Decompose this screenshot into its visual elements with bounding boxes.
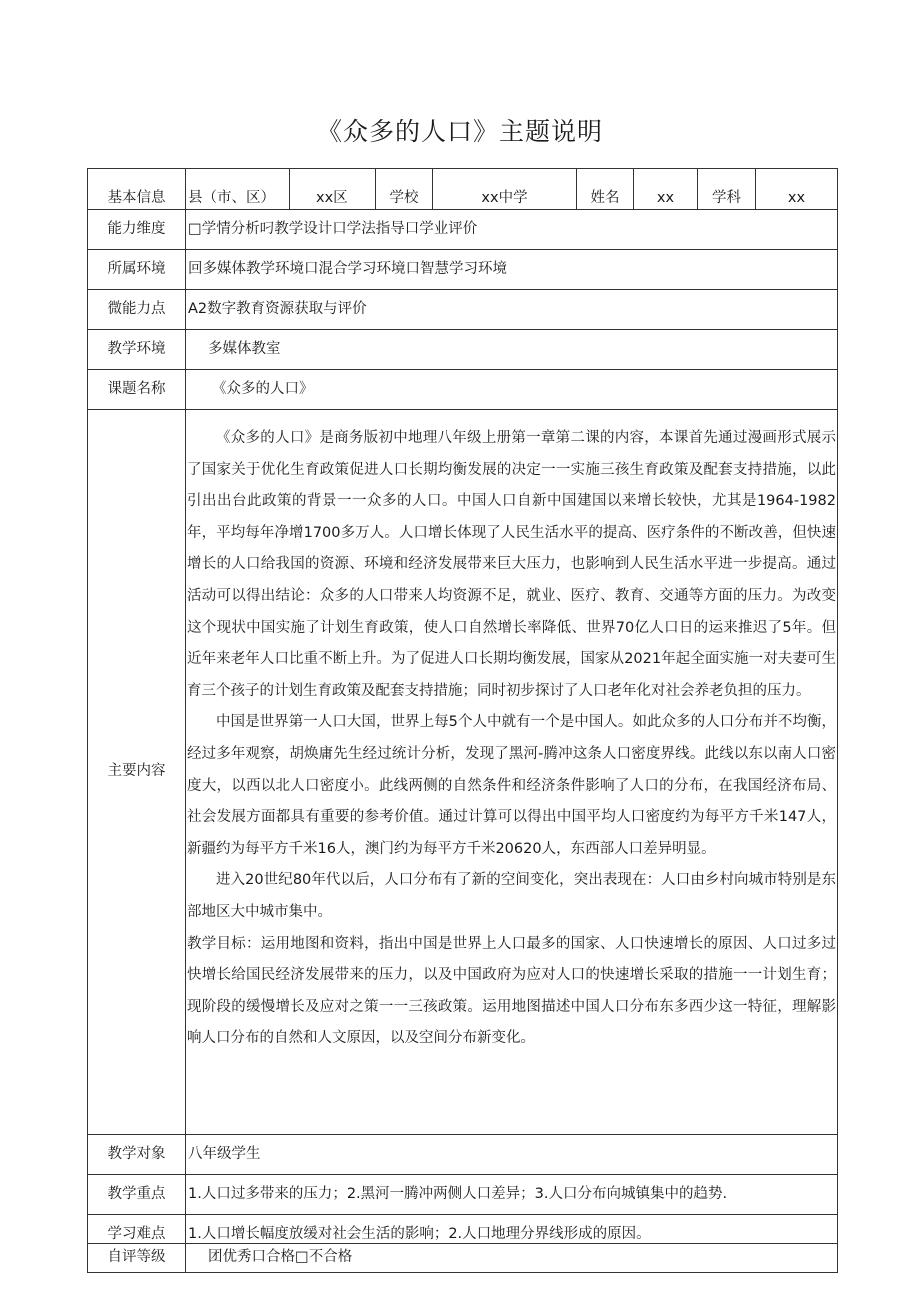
basic-info-label: 基本信息	[88, 169, 186, 210]
school-label: 学校	[376, 169, 433, 210]
content-paragraph: 进入20世纪80年代以后，人口分布有了新的空间变化，突出表现在：人口由乡村向城市特别是东部地区大中城市集中。	[187, 872, 836, 920]
basic-info-row	[88, 169, 838, 210]
key-points-value: 1.人口过多带来的压力；2.黑河一腾冲两侧人口差异；3.人口分布向城镇集中的趋势.	[186, 1175, 838, 1215]
info-table	[87, 168, 838, 1273]
name-label: 姓名	[577, 169, 634, 210]
teaching-env-label: 教学环境	[88, 330, 186, 370]
micro-ability-label: 微能力点	[88, 290, 186, 330]
difficulties-value: 1.人口增长幅度放缓对社会生活的影响；2.人口地理分界线形成的原因。	[186, 1215, 838, 1244]
name-value: xx	[634, 169, 698, 210]
teaching-goal-paragraph: 教学目标：运用地图和资料，指出中国是世界上人口最多的国家、人口快速增长的原因、人口过多过快增长给国民经济发展带来的压力，以及中国政府为应对人口的快速增长采取的措施一一计划生育；现阶段的缓慢增长及应对之策一一三孩政策。运用地图描述中国人口分布东多西少这一特征，理解影响人口分布的自然和人文原因，以及空间分布新变化。	[187, 935, 836, 1047]
topic-value: 《众多的人口》	[186, 370, 838, 410]
main-content-label: 主要内容	[88, 410, 186, 1135]
subject-label: 学科	[698, 169, 756, 210]
main-content-body	[186, 410, 838, 1135]
teaching-env-row	[88, 330, 838, 370]
ability-value: □学情分析叼教学设计口学法指导口学业评价	[186, 210, 838, 250]
county-value: xx区	[290, 169, 376, 210]
difficulties-row	[88, 1215, 838, 1244]
topic-row	[88, 370, 838, 410]
key-points-label: 教学重点	[88, 1175, 186, 1215]
audience-value: 八年级学生	[186, 1135, 838, 1175]
key-points-row	[88, 1175, 838, 1215]
micro-ability-value: A2数字教育资源获取与评价	[186, 290, 838, 330]
difficulties-label: 学习难点	[88, 1215, 186, 1244]
main-content-row	[88, 410, 838, 1135]
ability-label: 能力维度	[88, 210, 186, 250]
teaching-env-value: 多媒体教室	[186, 330, 838, 370]
grade-value: 团优秀口合格□不合格	[186, 1244, 838, 1273]
environment-value: 回多媒体教学环境口混合学习环境口智慧学习环境	[186, 250, 838, 290]
county-label: 县（市、区）	[186, 169, 290, 210]
school-value: xx中学	[433, 169, 577, 210]
grade-row	[88, 1244, 838, 1273]
grade-label: 自评等级	[88, 1244, 186, 1273]
audience-row	[88, 1135, 838, 1175]
content-paragraph: 《众多的人口》是商务版初中地理八年级上册第一章第二课的内容，本课首先通过漫画形式展示了国家关于优化生育政策促进人口长期均衡发展的决定一一实施三孩生育政策及配套支持措施，以此引出出台此政策的背景一一众多的人口。中国人口自新中国建国以来增长较快，尤其是1964-1982年，平均每年净增1700多万人。人口增长体现了人民生活水平的提高、医疗条件的不断改善，但快速增长的人口给我国的资源、环境和经济发展带来巨大压力，也影响到人民生活水平进一步提高。通过活动可以得出结论：众多的人口带来人均资源不足，就业、医疗、教育、交通等方面的压力。为改变这个现状中国实施了计划生育政策，使人口自然增长率降低、世界70亿人口日的运来推迟了5年。但近年来老年人口比重不断上升。为了促进人口长期均衡发展，国家从2021年起全面实施一对夫妻可生育三个孩子的计划生育政策及配套支持措施；同时初步探讨了人口老年化对社会养老负担的压力。	[187, 430, 836, 699]
micro-ability-row	[88, 290, 838, 330]
environment-label: 所属环境	[88, 250, 186, 290]
ability-row	[88, 210, 838, 250]
audience-label: 教学对象	[88, 1135, 186, 1175]
environment-row	[88, 250, 838, 290]
subject-value: xx	[756, 169, 838, 210]
topic-label: 课题名称	[88, 370, 186, 410]
page-title: 《众多的人口》主题说明	[316, 117, 603, 146]
content-paragraph: 中国是世界第一人口大国，世界上每5个人中就有一个是中国人。如此众多的人口分布并不均衡，经过多年观察，胡焕庸先生经过统计分析，发现了黑河-腾冲这条人口密度界线。此线以东以南人口密度大，以西以北人口密度小。此线两侧的自然条件和经济条件影响了人口的分布，在我国经济布局、社会发展方面都具有重要的参考价值。通过计算可以得出中国平均人口密度约为每平方千米147人，新疆约为每平方千米16人，澳门约为每平方千米20620人，东西部人口差异明显。	[187, 714, 836, 857]
